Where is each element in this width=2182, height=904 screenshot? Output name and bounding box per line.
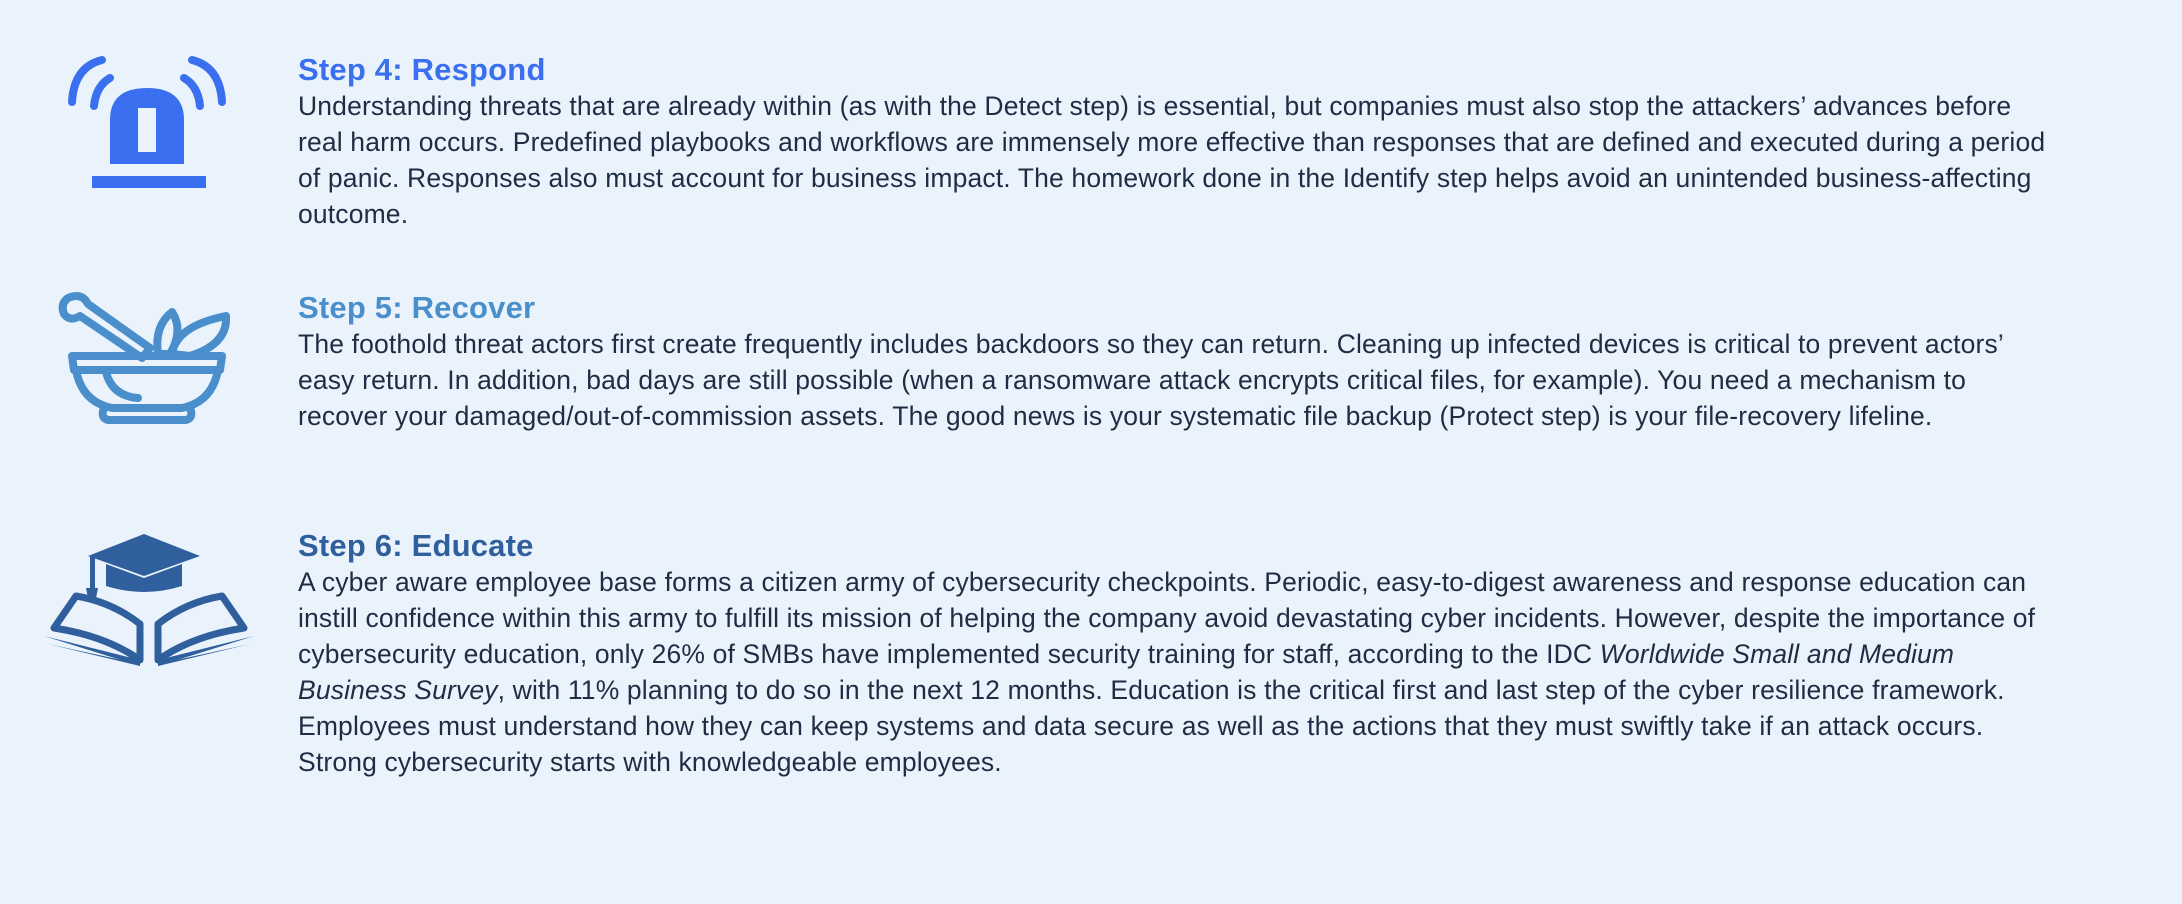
step-educate-content xyxy=(298,528,2058,780)
mortar-and-pestle-icon xyxy=(50,286,270,426)
graduation-cap-book-icon xyxy=(40,526,260,666)
step-educate-body-part1: A cyber aware employee base forms a citizen army of cybersecurity checkpoints. Periodic, easy-to-digest awareness and response education can instill confidence within this army to fulfill its mission of helping the company avoid devastating cyber incidents. However, despite the importance of cybersecurity education, only 26% of SMBs have implemented security training for staff, according to the IDC xyxy=(298,567,2036,669)
siren-alarm-icon xyxy=(50,52,270,202)
step-recover-body: The foothold threat actors first create frequently includes backdoors so they can return. Cleaning up infected devices is critical to prevent actors’ easy return. In addition, bad days are still possible (when a ransomware attack encrypts critical files, for example). You need a mechanism to recover your damaged/out-of-commission assets. The good news is your systematic file backup (Protect step) is your file-recovery lifeline. xyxy=(298,329,2003,431)
survey-title: Worldwide Small and Medium Business Survey xyxy=(298,639,1955,705)
step-recover-heading: Step 5: Recover xyxy=(298,290,536,325)
step-recover-content xyxy=(298,290,2058,434)
step-respond-heading: Step 4: Respond xyxy=(298,52,546,87)
step-educate-body-part2: , with 11% planning to do so in the next 12 months. Education is the critical first and last step of the cyber resilience framework. Employees must understand how they can keep systems and data secure as well as the actions that they must swiftly take if an attack occurs. Strong cybersecurity starts with knowledgeable employees. xyxy=(298,675,2005,777)
step-respond-body: Understanding threats that are already within (as with the Detect step) is essential, but companies must also stop the attackers’ advances before real harm occurs. Predefined playbooks and workflows are immensely more effective than responses that are defined and executed during a period of panic. Responses also must account for business impact. The homework done in the Identify step helps avoid an unintended business-affecting outcome. xyxy=(298,91,2046,229)
step-educate-body xyxy=(298,564,2058,780)
step-respond-content xyxy=(298,52,2058,232)
step-educate-heading: Step 6: Educate xyxy=(298,528,534,563)
